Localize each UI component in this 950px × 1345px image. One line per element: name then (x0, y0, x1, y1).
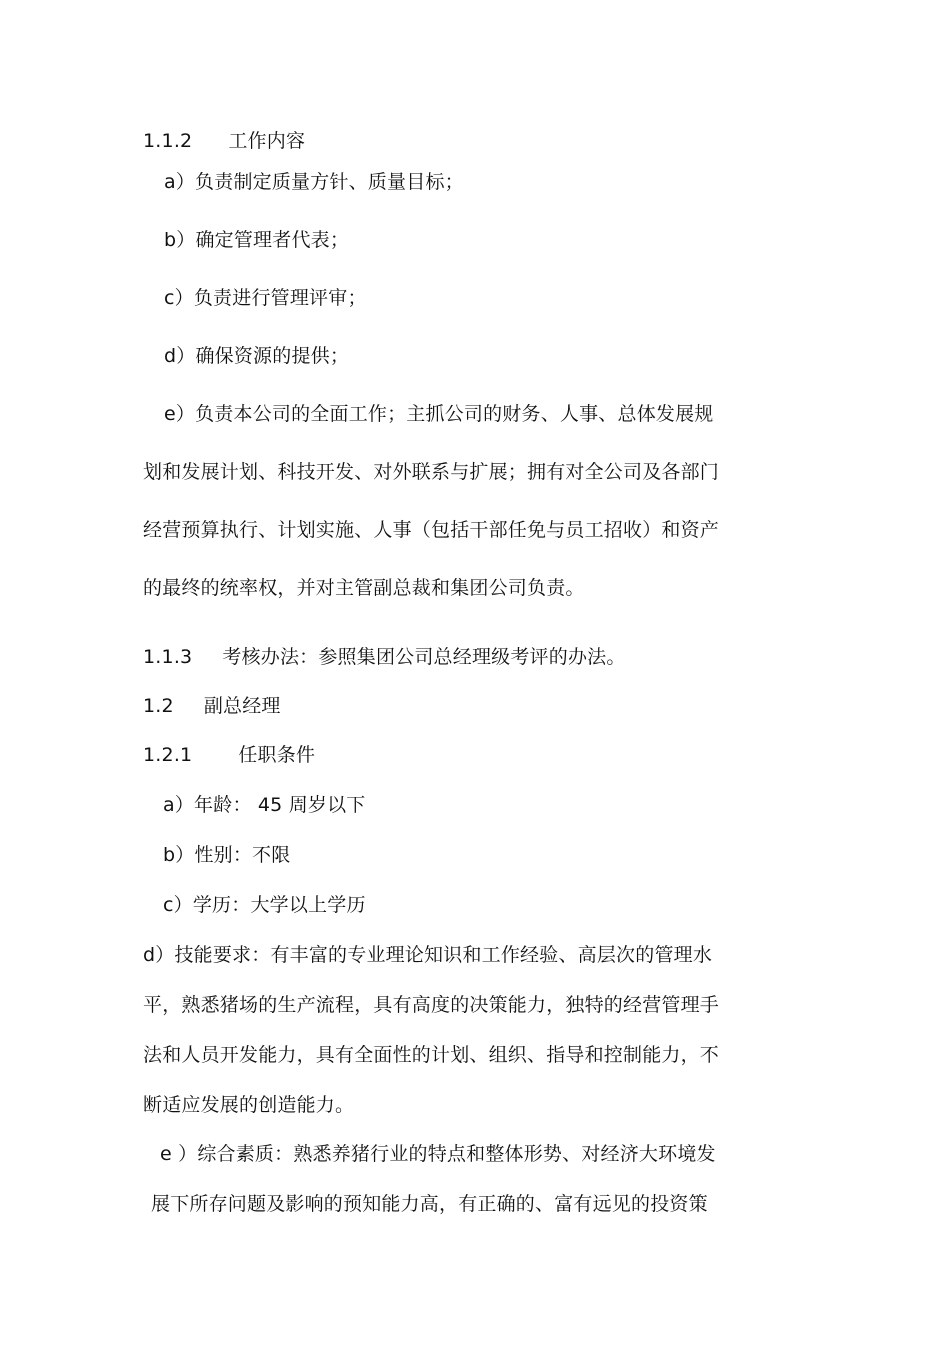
list-item-education: c）学历：大学以上学历 (163, 894, 366, 916)
list-item-a: a）负责制定质量方针、质量目标； (164, 171, 464, 193)
section-number: 1.1.3 (143, 646, 193, 668)
list-item-gender: b）性别：不限 (163, 844, 291, 866)
section-heading-1-2 (143, 692, 281, 720)
section-title: 工作内容 (228, 130, 306, 152)
section-title: 副总经理 (203, 695, 281, 717)
list-item-e: e）负责本公司的全面工作；主抓公司的财务、人事、总体发展规 (164, 403, 714, 425)
section-title: 任职条件 (238, 744, 316, 766)
section-number: 1.2.1 (143, 744, 193, 766)
paragraph-line: d）技能要求：有丰富的专业理论知识和工作经验、高层次的管理水 (143, 944, 713, 966)
paragraph-line: 的最终的统率权，并对主管副总裁和集团公司负责。 (143, 577, 585, 599)
paragraph-line: 法和人员开发能力，具有全面性的计划、组织、指导和控制能力，不 (143, 1044, 720, 1066)
paragraph-line: 展下所存问题及影响的预知能力高，有正确的、富有远见的投资策 (151, 1193, 708, 1215)
paragraph-line: 划和发展计划、科技开发、对外联系与扩展；拥有对全公司及各部门 (143, 461, 720, 483)
section-heading-1-1-3 (143, 643, 626, 671)
list-item-c: c）负责进行管理评审； (164, 287, 367, 309)
paragraph-line: 断适应发展的创造能力。 (143, 1094, 355, 1116)
section-heading-1-2-1 (143, 741, 315, 769)
section-text: 考核办法：参照集团公司总经理级考评的办法。 (222, 646, 626, 668)
list-item-age: a）年龄： 45 周岁以下 (163, 794, 366, 816)
list-item-d: d）确保资源的提供； (164, 345, 350, 367)
section-number: 1.2 (143, 695, 174, 717)
paragraph-line: e ）综合素质：熟悉养猪行业的特点和整体形势、对经济大环境发 (160, 1143, 716, 1165)
paragraph-line: 平，熟悉猪场的生产流程，具有高度的决策能力，独特的经营管理手 (143, 994, 720, 1016)
section-heading-1-1-2 (143, 127, 305, 155)
list-item-b: b）确定管理者代表； (164, 229, 350, 251)
section-number: 1.1.2 (143, 130, 193, 152)
paragraph-line: 经营预算执行、计划实施、人事（包括干部任免与员工招收）和资产 (143, 519, 720, 541)
